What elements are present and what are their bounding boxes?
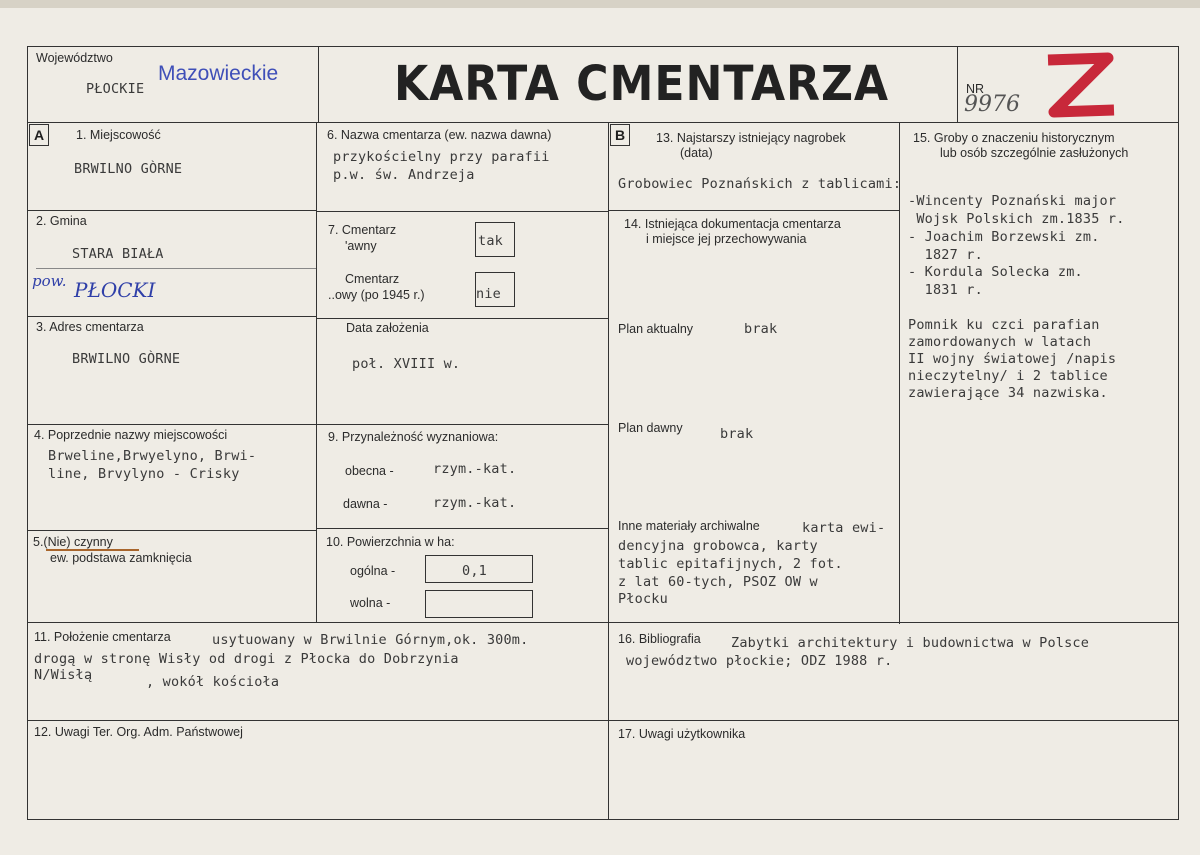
f13-label1: 13. Najstarszy istniejący nagrobek (656, 131, 846, 145)
red-z-mark (1040, 50, 1120, 120)
plan-dawny-value: brak (720, 426, 754, 442)
f6-line2: p.w. św. Andrzeja (333, 167, 475, 183)
f15-line-0: -Wincenty Poznański major (908, 193, 1117, 209)
f10-label: 10. Powierzchnia w ha: (326, 535, 455, 549)
f9-dawna-label: dawna - (343, 497, 388, 511)
pomnik-line-2: II wojny światowej /napis (908, 351, 1117, 367)
page-title: KARTA CMENTARZA (394, 56, 890, 112)
pow-value: PŁOCKI (74, 278, 156, 302)
pomnik-line-3: nieczytelny/ i 2 tablice (908, 368, 1108, 384)
b-line-1 (608, 210, 899, 211)
nr-label: NR (966, 82, 985, 96)
f15-line-1: Wojsk Polskich zm.1835 r. (908, 211, 1125, 227)
inne-label: Inne materiały archiwalne (618, 519, 760, 533)
f9-label: 9. Przynależność wyznaniowa: (328, 430, 499, 444)
m-line-1 (316, 211, 608, 212)
m-line-4 (316, 528, 608, 529)
bottom-line-1 (27, 622, 1179, 623)
f15-line-3: 1827 r. (908, 247, 983, 263)
f11-label: 11. Położenie cmentarza (34, 630, 171, 644)
a-line-3 (27, 424, 316, 425)
header-bottom-line (27, 122, 1179, 123)
f11-line3a: N/Wisłą (34, 667, 93, 683)
f1-label: 1. Miejscowość (76, 128, 161, 142)
inne-line3: tablic epitafijnych, 2 fot. (618, 556, 843, 572)
inne-line2: dencyjna grobowca, karty (618, 538, 818, 554)
plan-aktualny-value: brak (744, 321, 778, 337)
f10-wolna-label: wolna - (350, 596, 391, 610)
f10-wolna-box (425, 590, 533, 618)
f15-line-4: - Kordula Solecka zm. (908, 264, 1083, 280)
f15-line-5: 1831 r. (908, 282, 983, 298)
f8-value: poł. XVIII w. (352, 356, 461, 372)
f11-line1: usytuowany w Brwilnie Górnym,ok. 300m. (212, 632, 529, 648)
f5-sublabel: ew. podstawa zamknięcia (50, 551, 192, 565)
pomnik-line-0: Pomnik ku czci parafian (908, 317, 1100, 333)
wojewodztwo-stamp: Mazowieckie (158, 62, 279, 85)
wojewodztwo-label: Województwo (36, 51, 113, 65)
f7-sub2: ..owy (po 1945 r.) (328, 288, 425, 302)
section-a-badge: A (29, 124, 49, 146)
f14-label2: i miejsce jej przechowywania (646, 232, 807, 246)
plan-aktualny-label: Plan aktualny (618, 322, 694, 336)
header-divider-1 (318, 46, 319, 122)
section-b-badge: B (610, 124, 630, 146)
f15-label1: 15. Groby o znaczeniu historycznym (913, 131, 1115, 145)
plan-dawny-label: Plan dawny (618, 421, 683, 435)
inne-line1: karta ewi- (802, 520, 886, 536)
f14-label1: 14. Istniejąca dokumentacja cmentarza (624, 217, 841, 231)
f7-val1: tak (478, 233, 503, 249)
f4-line2: line, Brvylyno - Crisky (48, 466, 240, 482)
a-line-2 (27, 316, 316, 317)
f3-label: 3. Adres cmentarza (36, 320, 144, 334)
a-line-4 (27, 530, 316, 531)
f2-value: STARA BIAŁA (72, 246, 164, 262)
f16-line1: Zabytki architektury i budownictwa w Polsce (731, 635, 1090, 651)
f7-val2: nie (476, 286, 501, 302)
inne-line4: z lat 60-tych, PSOZ OW w (618, 574, 818, 590)
f11-line2: drogą w stronę Wisły od drogi z Płocka do Dobrzynia (34, 651, 459, 667)
header-divider-2 (957, 46, 958, 122)
f12-label: 12. Uwagi Ter. Org. Adm. Państwowej (34, 725, 243, 739)
f17-label: 17. Uwagi użytkownika (618, 727, 746, 741)
pow-label: pow. (32, 272, 67, 290)
f15-line-2: - Joachim Borzewski zm. (908, 229, 1100, 245)
f4-label: 4. Poprzednie nazwy miejscowości (34, 428, 228, 442)
f15-label2: lub osób szczególnie zasłużonych (940, 146, 1129, 160)
f1-value: BRWILNO GÒRNE (74, 161, 183, 177)
f9-obecna-value: rzym.-kat. (433, 461, 517, 477)
a-line-1 (27, 210, 316, 211)
f9-obecna-label: obecna - (345, 464, 394, 478)
wojewodztwo-typed: PŁOCKIE (86, 81, 145, 97)
col-divider-b (608, 122, 609, 820)
f6-line1: przykościelny przy parafii (333, 149, 550, 165)
f3-value: BRWILNO GÒRNE (72, 351, 181, 367)
f16-line2: województwo płockie; ODZ 1988 r. (626, 653, 893, 669)
f16-label: 16. Bibliografia (618, 632, 701, 646)
f2-underline (36, 268, 316, 269)
f11-line3b: , wokół kościoła (146, 674, 280, 690)
f10-ogolna-label: ogólna - (350, 564, 396, 578)
f13-value: Grobowiec Poznańskich z tablicami: (618, 176, 902, 192)
nr-value: 9976 (964, 92, 1020, 117)
f8-label: Data założenia (346, 321, 429, 335)
m-line-3 (316, 424, 608, 425)
inne-line5: Płocku (618, 591, 668, 607)
f10-ogolna-value: 0,1 (462, 563, 487, 579)
m-line-2 (316, 318, 608, 319)
col-divider-c (899, 122, 900, 624)
bottom-line-2 (27, 720, 1179, 721)
f7-label2: Cmentarz (345, 272, 400, 286)
f7-sub1: 'awny (345, 239, 377, 253)
f9-dawna-value: rzym.-kat. (433, 495, 517, 511)
f7-label: 7. Cmentarz (328, 223, 397, 237)
f6-label: 6. Nazwa cmentarza (ew. nazwa dawna) (327, 128, 552, 142)
pomnik-line-1: zamordowanych w latach (908, 334, 1092, 350)
f13-label2: (data) (680, 146, 713, 160)
card-top-edge (0, 0, 1200, 8)
col-divider-a (316, 122, 317, 622)
f5-label: 5.(Nie) czynny (33, 535, 113, 549)
pomnik-line-4: zawierające 34 nazwiska. (908, 385, 1108, 401)
f2-label: 2. Gmina (36, 214, 87, 228)
f4-line1: Brweline,Brwyelyno, Brwi- (48, 448, 257, 464)
